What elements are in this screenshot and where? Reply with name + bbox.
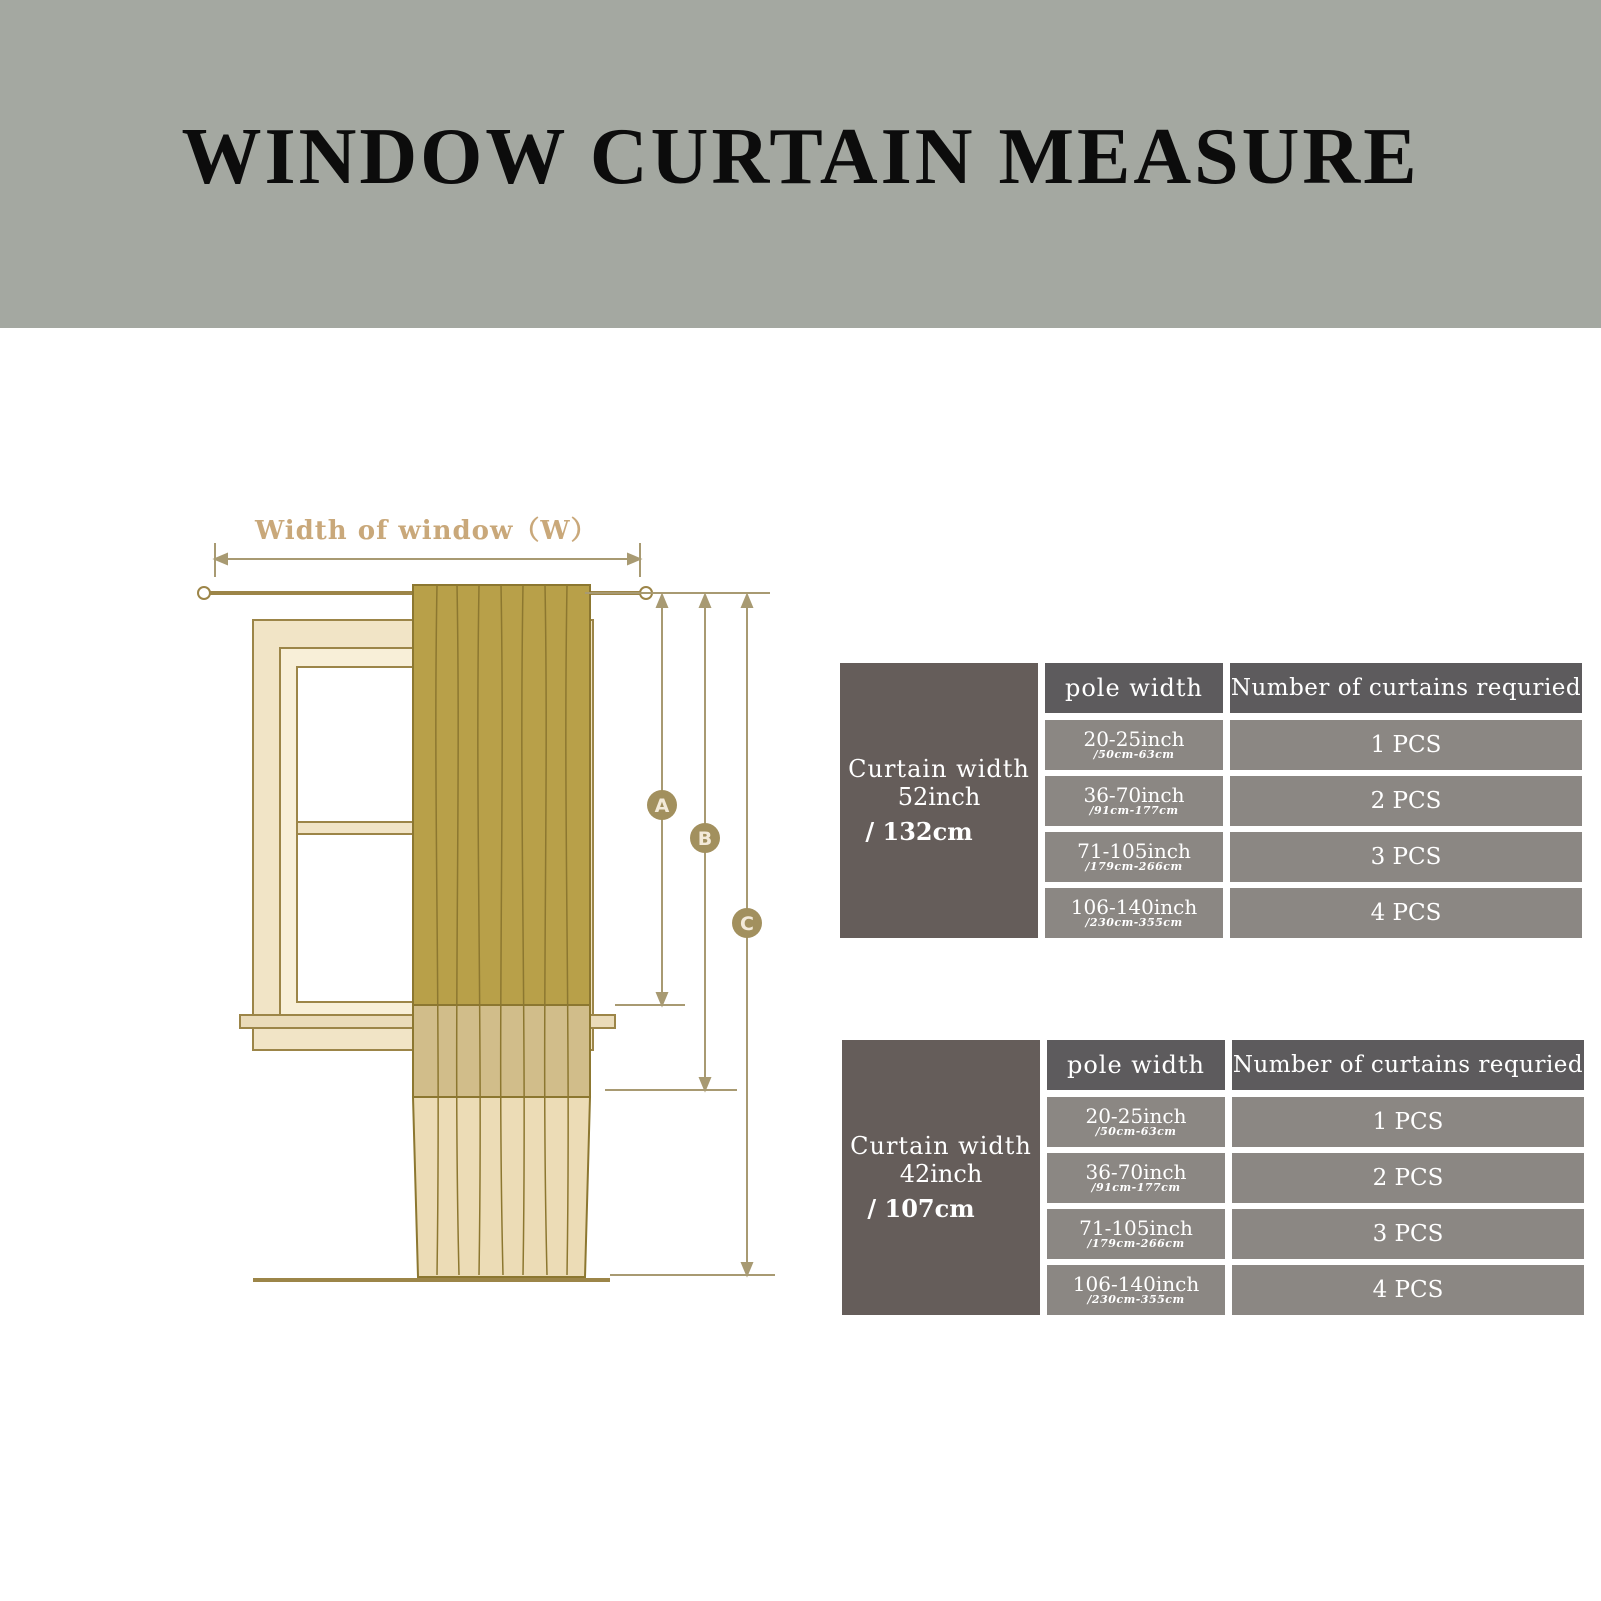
- curtain-width-label: Curtain width: [848, 755, 1030, 783]
- pole-width-cm: /50cm-63cm: [1093, 748, 1175, 761]
- pole-width-cell: [1047, 1153, 1225, 1203]
- curtain-width-label: Curtain width: [850, 1132, 1032, 1160]
- pole-width-header: pole width: [1045, 663, 1223, 713]
- pole-width-cm: /230cm-355cm: [1087, 1293, 1185, 1306]
- pole-width-cm: /230cm-355cm: [1085, 916, 1183, 929]
- pole-width-inch: 106-140inch: [1070, 895, 1198, 919]
- pole-width-cell: [1047, 1209, 1225, 1259]
- pole-width-inch: 71-105inch: [1079, 1216, 1193, 1240]
- pole-width-cm: /50cm-63cm: [1095, 1125, 1177, 1138]
- pole-width-cell: [1045, 720, 1223, 770]
- marker-b-letter: B: [697, 828, 713, 850]
- curtains-required-header: Number of curtains requried: [1232, 1040, 1584, 1090]
- pole-width-cell: [1045, 776, 1223, 826]
- pole-width-inch: 36-70inch: [1085, 1160, 1187, 1184]
- curtain-count-cell: 3 PCS: [1232, 1209, 1584, 1259]
- pole-width-header: pole width: [1047, 1040, 1225, 1090]
- marker-a: [647, 790, 677, 820]
- pole-width-cm: /91cm-177cm: [1091, 1181, 1181, 1194]
- curtain-width-inch: 52inch: [897, 783, 981, 811]
- curtain-width-cm: / 107cm: [867, 1194, 975, 1223]
- curtain-measure-diagram: [185, 505, 795, 1325]
- pole-width-inch: 36-70inch: [1083, 783, 1185, 807]
- pole-width-inch: 20-25inch: [1085, 1104, 1187, 1128]
- pole-width-cell: [1047, 1265, 1225, 1315]
- curtain-width-inch: 42inch: [899, 1160, 983, 1188]
- curtain-width-cm: / 132cm: [865, 817, 973, 846]
- curtain-count-cell: 2 PCS: [1232, 1153, 1584, 1203]
- pole-width-cell: [1045, 832, 1223, 882]
- curtains-required-header: Number of curtains requried: [1230, 663, 1582, 713]
- pole-width-cm: /179cm-266cm: [1085, 860, 1183, 873]
- pole-width-cm: /179cm-266cm: [1087, 1237, 1185, 1250]
- curtain-count-cell: 4 PCS: [1232, 1265, 1584, 1315]
- title-banner: [0, 0, 1601, 328]
- curtain-width-cell: [840, 663, 1038, 938]
- curtain-width-cell: [842, 1040, 1040, 1315]
- curtain-count-cell: 3 PCS: [1230, 832, 1582, 882]
- pole-width-cm: /91cm-177cm: [1089, 804, 1179, 817]
- window-curtain-illustration: [185, 505, 795, 1325]
- page-title: WINDOW CURTAIN MEASURE: [181, 113, 1420, 201]
- marker-c-letter: C: [740, 913, 754, 935]
- curtain-count-cell: 2 PCS: [1230, 776, 1582, 826]
- curtain-panel: [413, 585, 590, 1277]
- marker-c: [732, 908, 762, 938]
- marker-a-letter: A: [654, 795, 670, 817]
- pole-width-inch: 20-25inch: [1083, 727, 1185, 751]
- pole-width-inch: 106-140inch: [1072, 1272, 1200, 1296]
- curtain-count-cell: 4 PCS: [1230, 888, 1582, 938]
- width-of-window-label: Width of window（W）: [255, 516, 598, 546]
- pole-width-cell: [1045, 888, 1223, 938]
- marker-b: [690, 823, 720, 853]
- width-dimension: [215, 543, 640, 577]
- curtain-count-cell: 1 PCS: [1230, 720, 1582, 770]
- curtain-count-cell: 1 PCS: [1232, 1097, 1584, 1147]
- pole-width-inch: 71-105inch: [1077, 839, 1191, 863]
- pole-width-cell: [1047, 1097, 1225, 1147]
